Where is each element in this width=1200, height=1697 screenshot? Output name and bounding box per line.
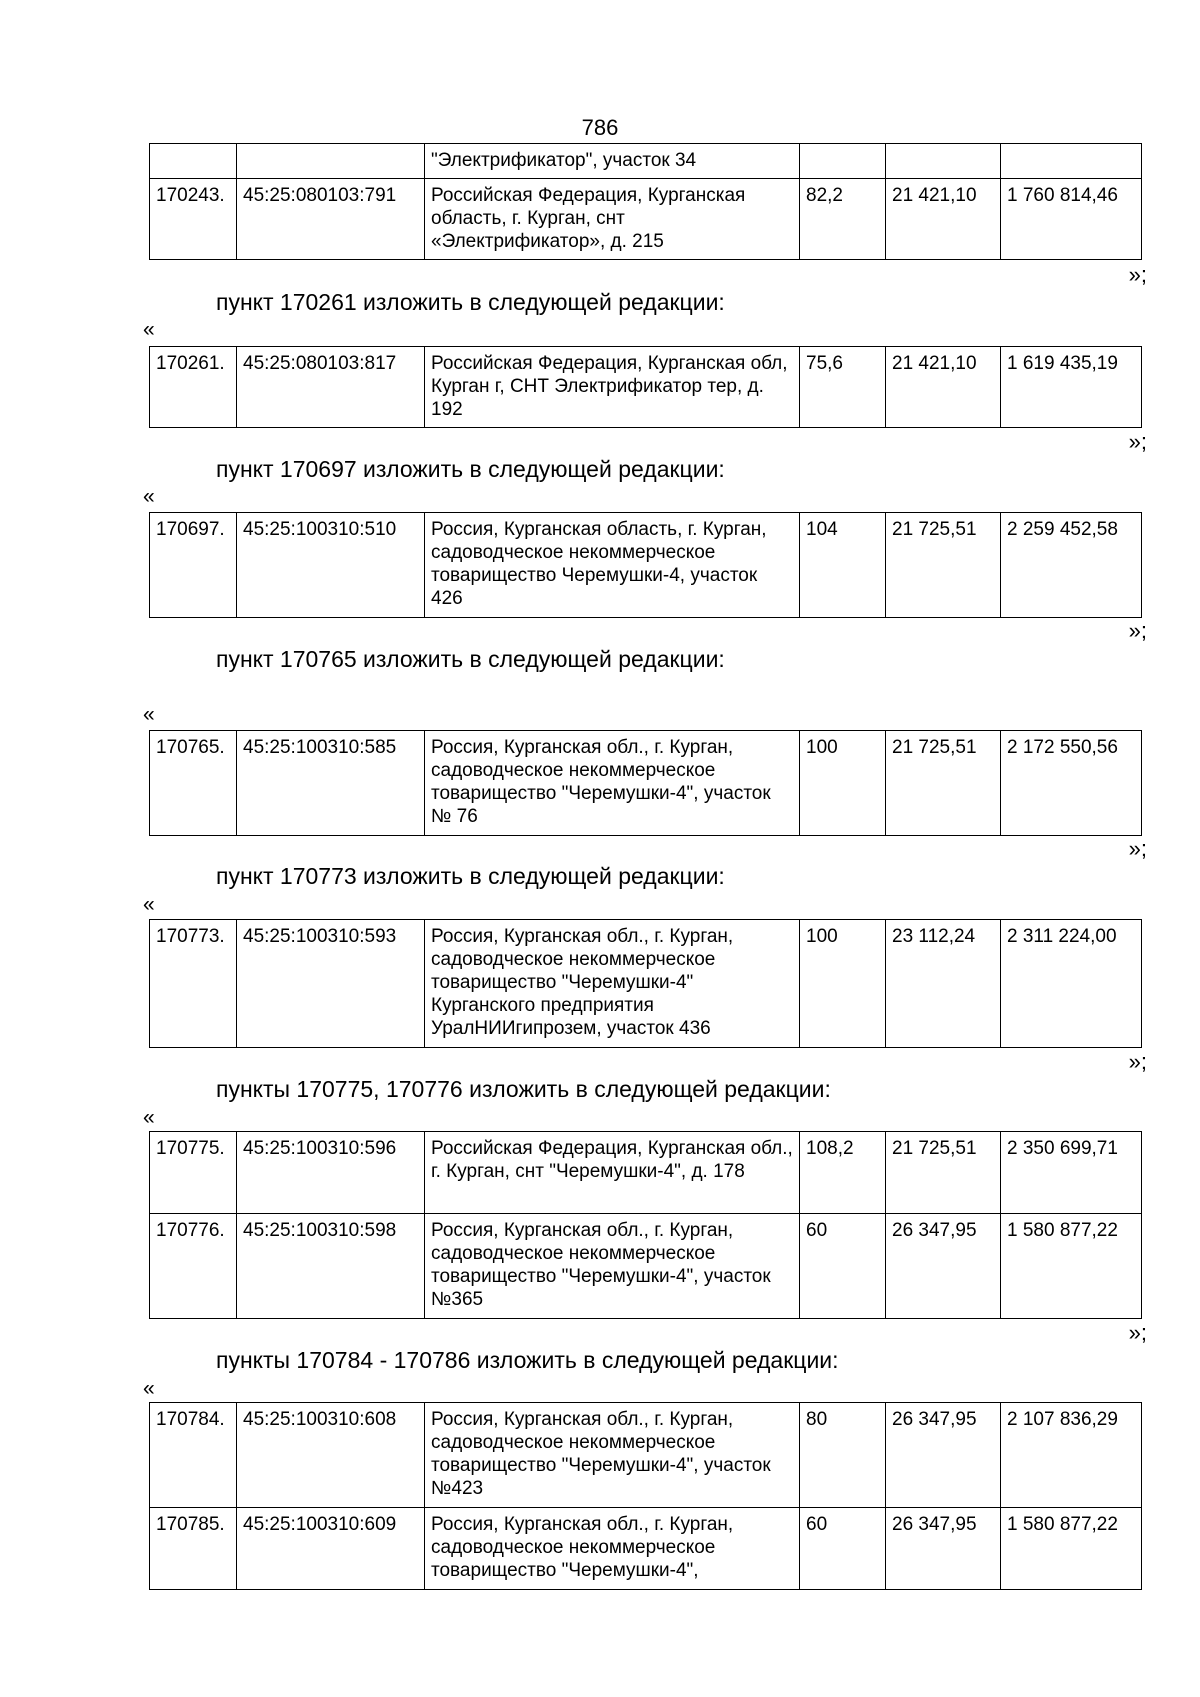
cadastral-rate: 26 347,95 <box>886 1508 1001 1590</box>
opening-quote: « <box>143 893 155 916</box>
closing-quote: »; <box>1128 836 1147 861</box>
area: 100 <box>800 731 886 836</box>
area: 80 <box>800 1403 886 1508</box>
address: Российская Федерация, Курганская обл., г. Курган, снт "Черемушки-4", д. 178 <box>425 1132 800 1214</box>
amendment-table <box>149 919 1142 1048</box>
page-number: 786 <box>581 115 619 140</box>
area: 75,6 <box>800 347 886 428</box>
item-number: 170775. <box>150 1132 237 1214</box>
amendment-table <box>149 730 1142 836</box>
item-number: 170261. <box>150 347 237 428</box>
cadastral-rate: 26 347,95 <box>886 1403 1001 1508</box>
table-row <box>150 144 1142 179</box>
cadastral-value: 2 172 550,56 <box>1001 731 1142 836</box>
address: Российская Федерация, Курганская область, г. Курган, снт «Электрификатор», д. 215 <box>425 179 800 260</box>
amendment-table <box>149 346 1142 428</box>
cadastral-rate: 21 725,51 <box>886 1132 1001 1214</box>
item-number: 170773. <box>150 920 237 1048</box>
cadastral-number: 45:25:100310:510 <box>237 513 425 618</box>
address: Россия, Курганская обл., г. Курган, садоводческое некоммерческое товарищество "Черемушки-4", участок №423 <box>425 1403 800 1508</box>
address: Россия, Курганская обл., г. Курган, садоводческое некоммерческое товарищество "Черемушки-4", участок № 76 <box>425 731 800 836</box>
amendment-instruction: пункт 170697 изложить в следующей редакции: <box>216 456 725 482</box>
cadastral-rate: 23 112,24 <box>886 920 1001 1048</box>
cadastral-number <box>237 144 425 179</box>
area: 82,2 <box>800 179 886 260</box>
cadastral-number: 45:25:100310:598 <box>237 1214 425 1319</box>
cadastral-value: 2 311 224,00 <box>1001 920 1142 1048</box>
item-number: 170785. <box>150 1508 237 1590</box>
closing-quote: »; <box>1128 262 1147 287</box>
cadastral-rate: 21 725,51 <box>886 731 1001 836</box>
cadastral-value: 1 619 435,19 <box>1001 347 1142 428</box>
item-number <box>150 144 237 179</box>
amendment-table <box>149 143 1142 260</box>
closing-quote: »; <box>1128 1049 1147 1074</box>
cadastral-value: 1 760 814,46 <box>1001 179 1142 260</box>
area <box>800 144 886 179</box>
area: 108,2 <box>800 1132 886 1214</box>
closing-quote: »; <box>1128 1320 1147 1345</box>
cadastral-value <box>1001 144 1142 179</box>
table-row <box>150 1132 1142 1214</box>
opening-quote: « <box>143 318 155 341</box>
closing-quote: »; <box>1128 618 1147 643</box>
address: Россия, Курганская область, г. Курган, садоводческое некоммерческое товарищество Черемушки-4, участок 426 <box>425 513 800 618</box>
area: 60 <box>800 1508 886 1590</box>
area: 60 <box>800 1214 886 1319</box>
table-row <box>150 347 1142 428</box>
opening-quote: « <box>143 1106 155 1129</box>
opening-quote: « <box>143 703 155 726</box>
table-row <box>150 1214 1142 1319</box>
cadastral-number: 45:25:100310:609 <box>237 1508 425 1590</box>
cadastral-number: 45:25:100310:608 <box>237 1403 425 1508</box>
cadastral-rate: 21 421,10 <box>886 347 1001 428</box>
amendment-table <box>149 512 1142 618</box>
item-number: 170765. <box>150 731 237 836</box>
cadastral-rate <box>886 144 1001 179</box>
area: 100 <box>800 920 886 1048</box>
item-number: 170697. <box>150 513 237 618</box>
item-number: 170243. <box>150 179 237 260</box>
cadastral-value: 2 259 452,58 <box>1001 513 1142 618</box>
closing-quote: »; <box>1128 429 1147 454</box>
amendment-instruction: пункт 170261 изложить в следующей редакции: <box>216 289 725 315</box>
table-row <box>150 731 1142 836</box>
amendment-instruction: пункт 170765 изложить в следующей редакции: <box>216 646 725 672</box>
address: "Электрификатор", участок 34 <box>425 144 800 179</box>
cadastral-value: 1 580 877,22 <box>1001 1508 1142 1590</box>
cadastral-number: 45:25:100310:596 <box>237 1132 425 1214</box>
address: Россия, Курганская обл., г. Курган, садоводческое некоммерческое товарищество "Черемушки-4", <box>425 1508 800 1590</box>
cadastral-value: 2 107 836,29 <box>1001 1403 1142 1508</box>
cadastral-value: 2 350 699,71 <box>1001 1132 1142 1214</box>
table-row <box>150 1403 1142 1508</box>
cadastral-number: 45:25:080103:817 <box>237 347 425 428</box>
amendment-instruction: пункт 170773 изложить в следующей редакции: <box>216 863 725 889</box>
amendment-table <box>149 1402 1142 1590</box>
cadastral-rate: 21 421,10 <box>886 179 1001 260</box>
address: Россия, Курганская обл., г. Курган, садоводческое некоммерческое товарищество "Черемушки-4", участок №365 <box>425 1214 800 1319</box>
table-row <box>150 513 1142 618</box>
amendment-instruction: пункты 170784 - 170786 изложить в следующей редакции: <box>216 1347 839 1373</box>
cadastral-value: 1 580 877,22 <box>1001 1214 1142 1319</box>
cadastral-number: 45:25:080103:791 <box>237 179 425 260</box>
area: 104 <box>800 513 886 618</box>
cadastral-number: 45:25:100310:585 <box>237 731 425 836</box>
amendment-table <box>149 1131 1142 1319</box>
opening-quote: « <box>143 1377 155 1400</box>
address: Российская Федерация, Курганская обл, Курган г, СНТ Электрификатор тер, д. 192 <box>425 347 800 428</box>
cadastral-rate: 21 725,51 <box>886 513 1001 618</box>
item-number: 170784. <box>150 1403 237 1508</box>
table-row <box>150 1508 1142 1590</box>
item-number: 170776. <box>150 1214 237 1319</box>
amendment-instruction: пункты 170775, 170776 изложить в следующей редакции: <box>216 1076 831 1102</box>
table-row <box>150 920 1142 1048</box>
opening-quote: « <box>143 485 155 508</box>
cadastral-number: 45:25:100310:593 <box>237 920 425 1048</box>
address: Россия, Курганская обл., г. Курган, садоводческое некоммерческое товарищество "Черемушки-4" Курганского предприятия УралНИИгипрозем, участок 436 <box>425 920 800 1048</box>
cadastral-rate: 26 347,95 <box>886 1214 1001 1319</box>
table-row <box>150 179 1142 260</box>
